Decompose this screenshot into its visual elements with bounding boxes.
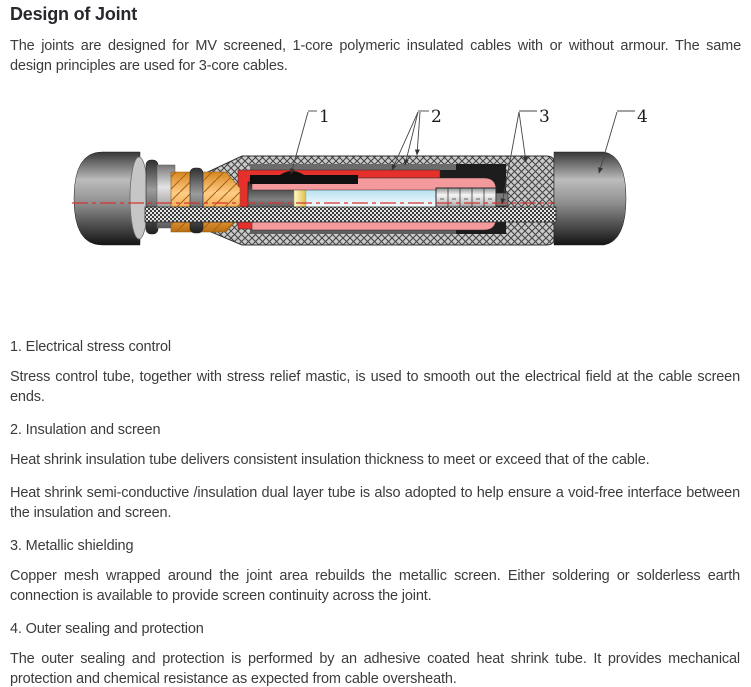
section-paragraph: The outer sealing and protection is performed by an adhesive coated heat shrink tube. It provides mechanical protection and chemical resistance as expected from cable oversheath. <box>10 651 740 687</box>
section-paragraph: Heat shrink semi-conductive /insulation dual layer tube is also adopted to help ensure a void-free interface between the insulation and screen. <box>10 485 740 521</box>
cable-oversheath-right <box>554 152 626 245</box>
copper-mesh-braid <box>145 207 556 222</box>
inner-lining-top <box>250 164 456 170</box>
leader-line <box>519 112 526 162</box>
clamp-ring-left <box>146 160 158 234</box>
section-heading: 3. Metallic shielding <box>10 538 134 554</box>
section-heading: 2. Insulation and screen <box>10 422 161 438</box>
section-paragraph: Heat shrink insulation tube delivers consistent insulation thickness to meet or exceed that of the cable. <box>10 452 650 468</box>
content-sections <box>10 337 740 687</box>
callout-label: 4 <box>637 107 648 127</box>
callout-label: 2 <box>431 107 442 127</box>
joint-diagram <box>0 95 751 267</box>
page-title: Design of Joint <box>10 4 137 24</box>
section-paragraph: Stress control tube, together with stress relief mastic, is used to smooth out the electrical field at the cable screen ends. <box>10 369 740 405</box>
callout-label: 3 <box>539 107 550 127</box>
section-heading: 4. Outer sealing and protection <box>10 621 204 637</box>
clamp-ring-right <box>190 168 203 233</box>
section-heading: 1. Electrical stress control <box>10 339 171 355</box>
conductor-stub <box>496 193 508 206</box>
section-paragraph: Copper mesh wrapped around the joint area rebuilds the metallic screen. Either soldering or solderless earth connection is available to provide screen continuity across the joint. <box>10 568 740 604</box>
cable-armour-layer <box>171 172 240 232</box>
joint-diagram-container <box>0 95 751 267</box>
collar-face <box>130 157 148 239</box>
callout-label: 1 <box>319 107 330 127</box>
intro-paragraph: The joints are designed for MV screened, 1-core polymeric insulated cables with or without armour. The same design principles are used for 3-core cables. <box>10 38 741 74</box>
leader-line <box>417 112 420 155</box>
